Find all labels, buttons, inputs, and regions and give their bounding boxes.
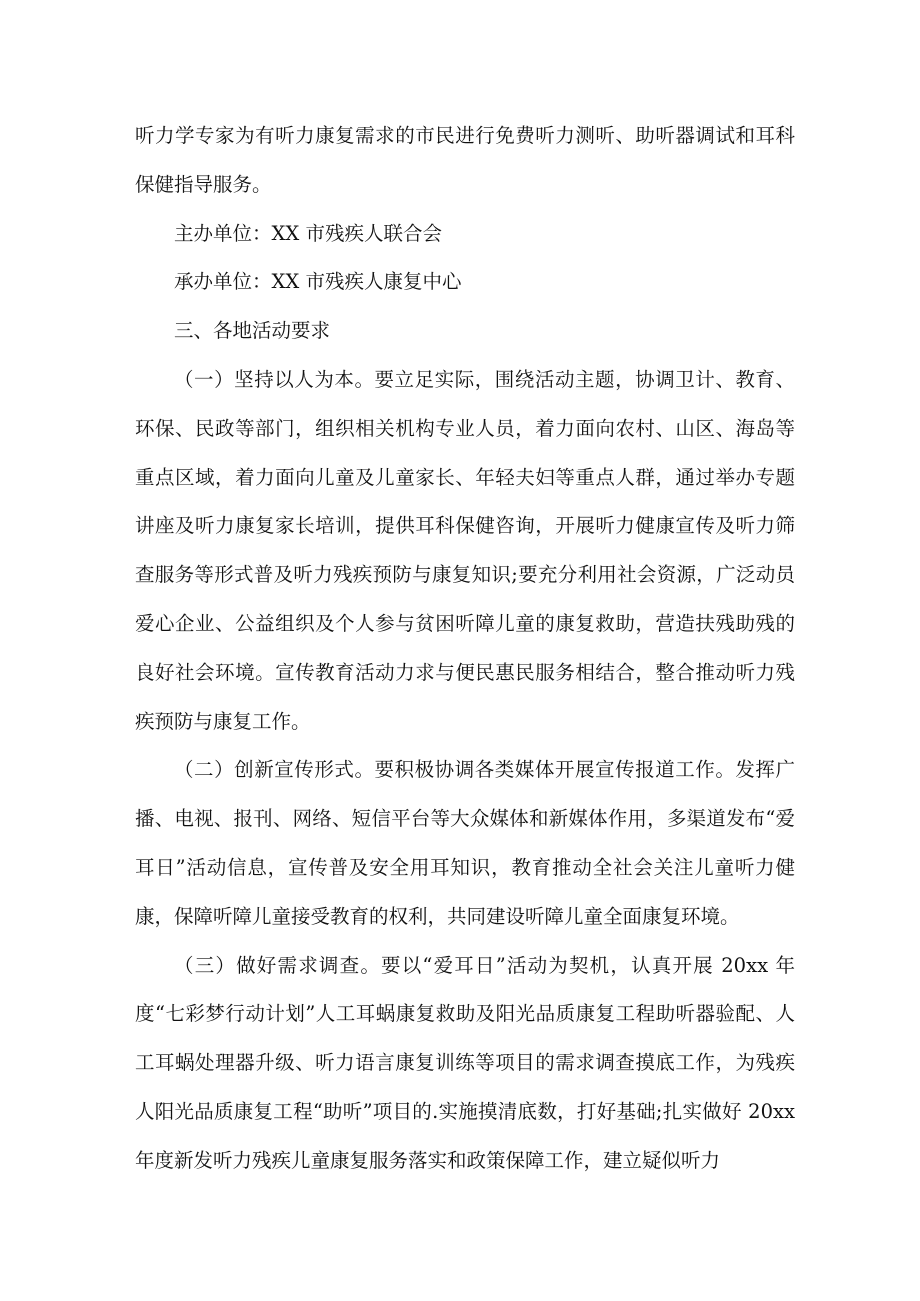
paragraph-co-organizer: 承办单位：XX 市残疾人康复中心 <box>174 270 462 294</box>
document-page <box>135 112 795 1186</box>
paragraph-item-2: （二）创新宣传形式。要积极协调各类媒体开展宣传报道工作。发挥广播、电视、报刊、网络、短信平台等大众媒体和新媒体作用，多渠道发布“爱耳日”活动信息，宣传普及安全用耳知识，教育推动全社会关注儿童听力健康，保障听障儿童接受教育的权利，共同建设听障儿童全面康复环境。 <box>135 758 795 928</box>
section-heading: 三、各地活动要求 <box>174 319 331 343</box>
paragraph-continuation: 听力学专家为有听力康复需求的市民进行免费听力测听、助听器调试和耳科保健指导服务。 <box>135 124 795 196</box>
paragraph-item-1: （一）坚持以人为本。要立足实际，围绕活动主题，协调卫计、教育、环保、民政等部门，组织相关机构专业人员，着力面向农村、山区、海岛等重点区域，着力面向儿童及儿童家长、年轻夫妇等重点人群，通过举办专题讲座及听力康复家长培训，提供耳科保健咨询，开展听力健康宣传及听力筛查服务等形式普及听力残疾预防与康复知识;要充分利用社会资源，广泛动员爱心企业、公益组织及个人参与贫困听障儿童的康复救助，营造扶残助残的良好社会环境。宣传教育活动力求与便民惠民服务相结合，整合推动听力残疾预防与康复工作。 <box>135 367 795 733</box>
paragraph-organizer: 主办单位：XX 市残疾人联合会 <box>174 221 442 245</box>
paragraph-item-3: （三）做好需求调查。要以“爱耳日”活动为契机，认真开展 20xx 年度“七彩梦行动计划”人工耳蜗康复救助及阳光品质康复工程助听器验配、人工耳蜗处理器升级、听力语言康复训练等项目的需求调查摸底工作，为残疾人阳光品质康复工程“助听”项目的.实施摸清底数，打好基础;扎实做好 20xx 年度新发听力残疾儿童康复服务落实和政策保障工作，建立疑似听力 <box>135 953 795 1172</box>
